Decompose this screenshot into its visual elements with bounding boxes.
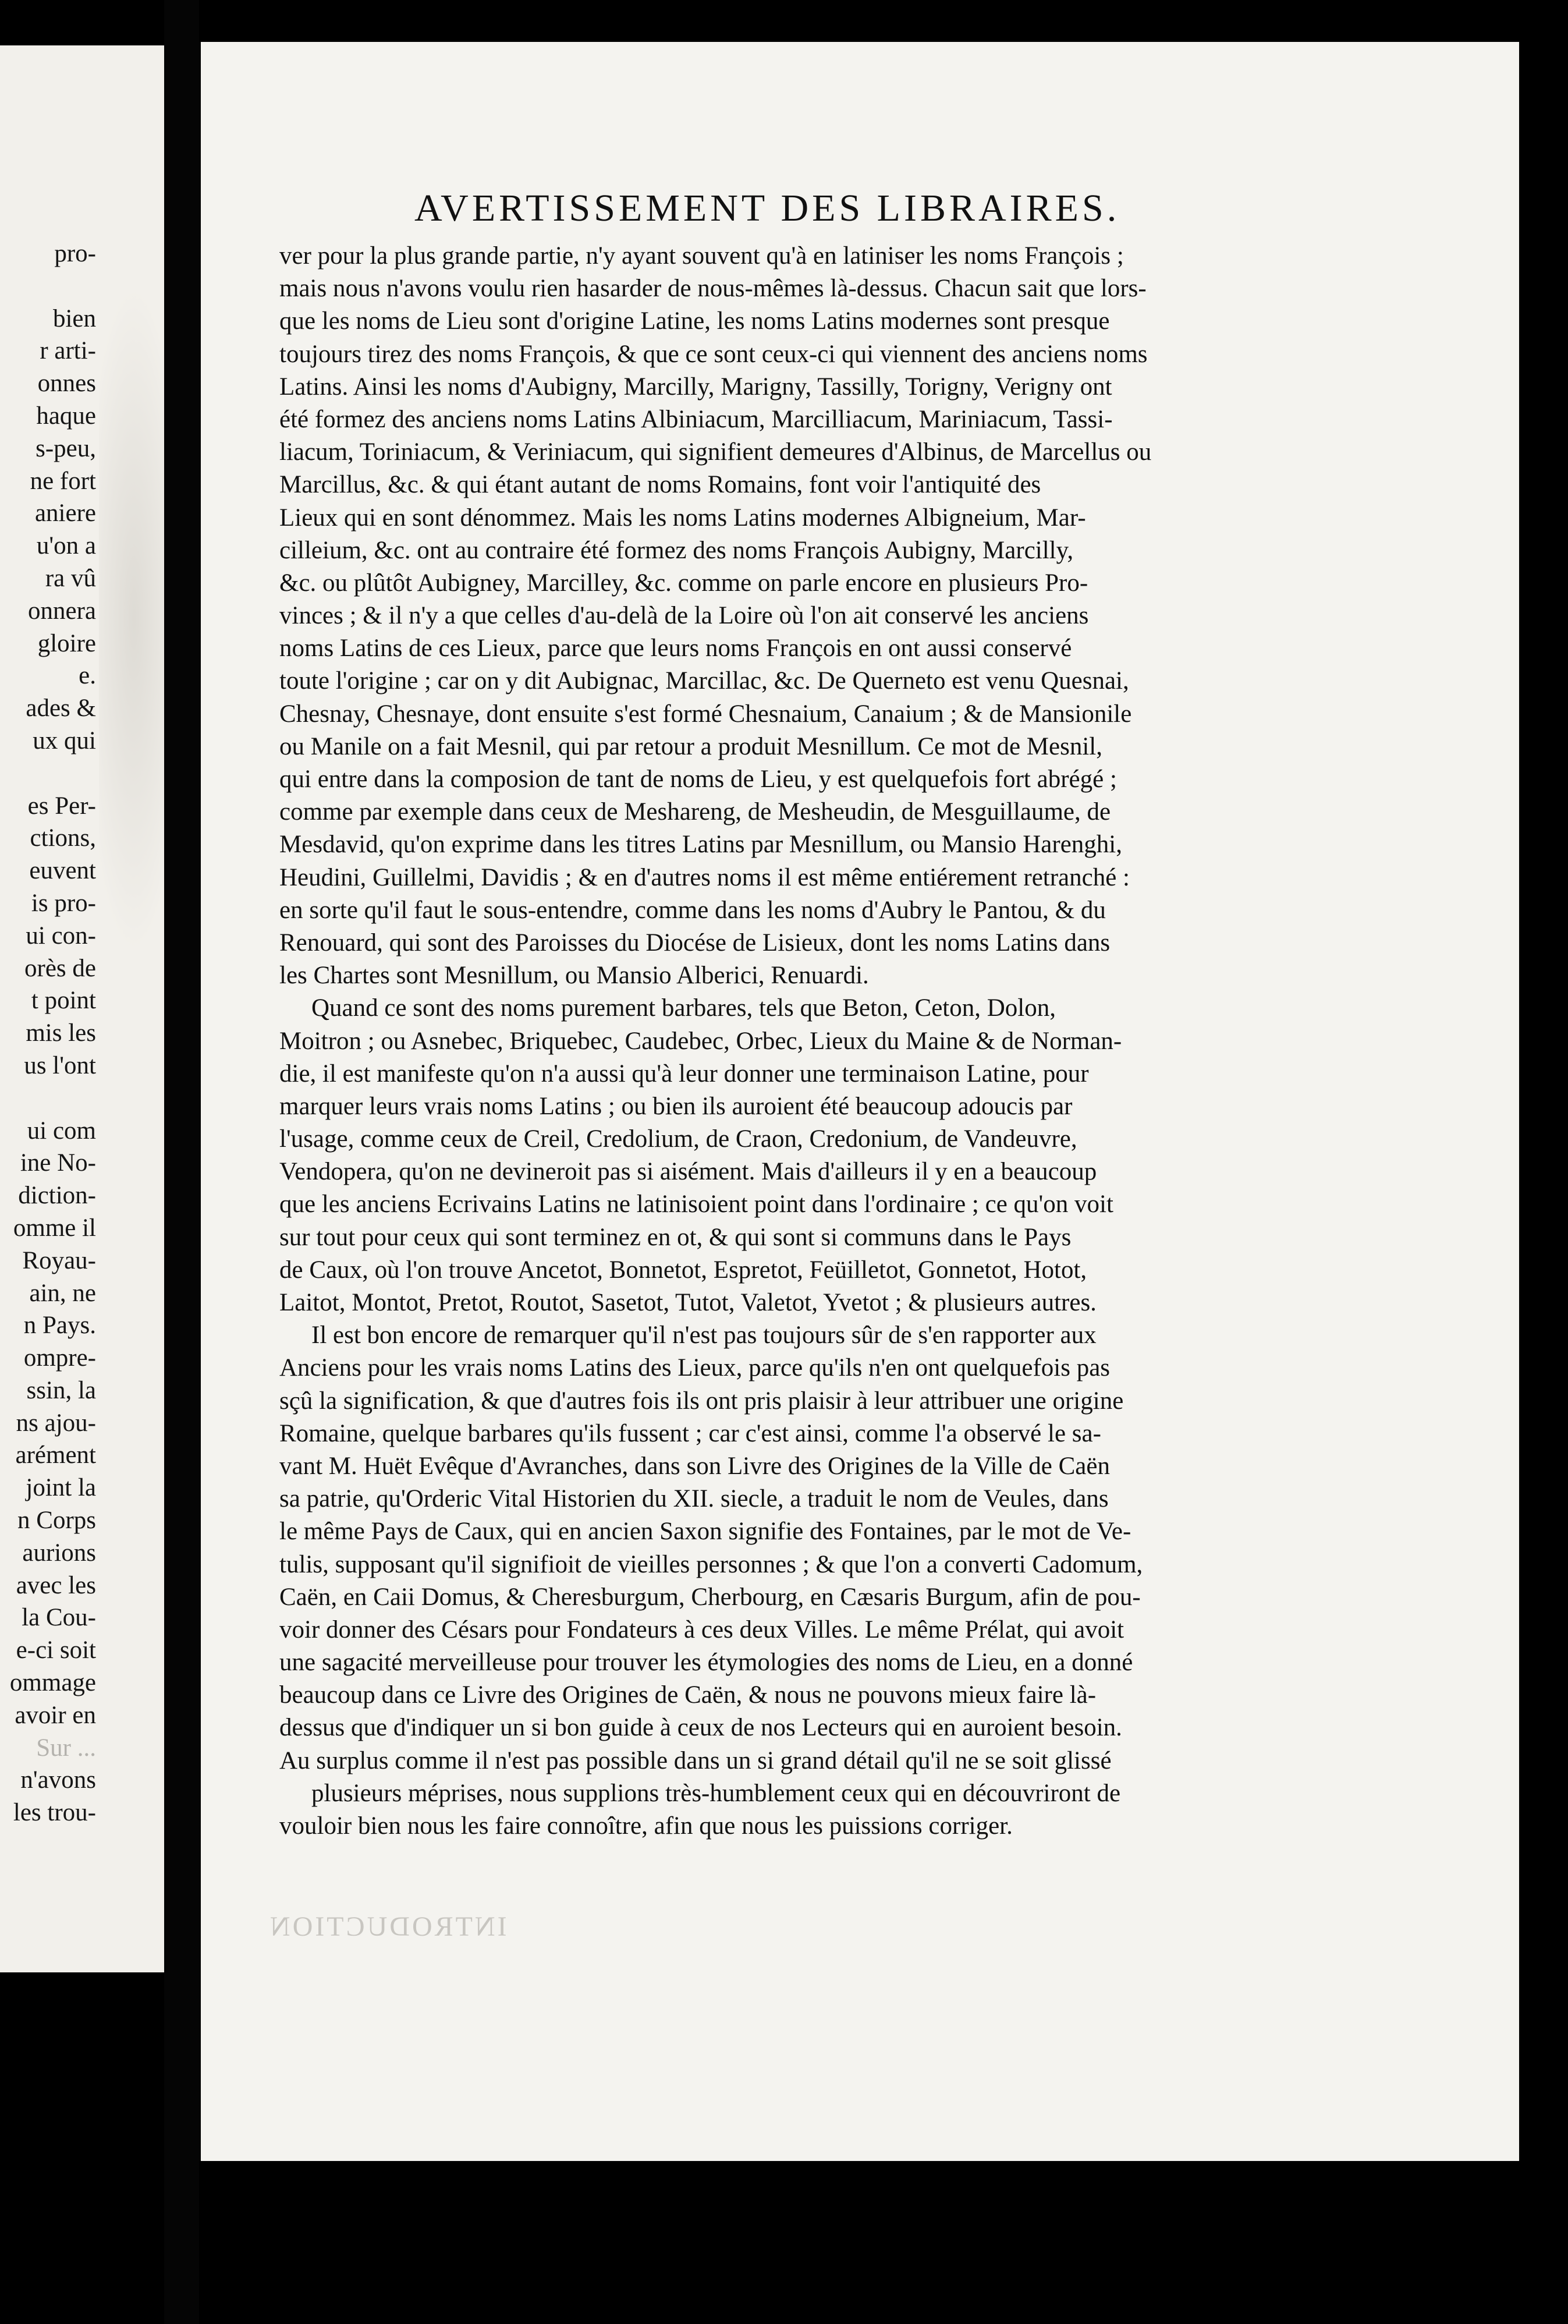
text-line: une sagacité merveilleuse pour trouver les étymologies des noms de Lieu, en a donné — [279, 1649, 1133, 1677]
left-fragment-line: ompre- — [23, 1344, 96, 1372]
left-fragment-line: ctions, — [30, 824, 96, 852]
text-line: vinces ; & il n'y a que celles d'au-delà de la Loire où l'on ait conservé les anciens — [279, 602, 1089, 630]
text-line: Quand ce sont des noms purement barbares, tels que Beton, Ceton, Dolon, — [311, 994, 1056, 1022]
text-line: vouloir bien nous les faire connoître, afin que nous les puissions corriger. — [279, 1812, 1013, 1840]
text-line: en sorte qu'il faut le sous-entendre, comme dans les noms d'Aubry le Pantou, & du — [279, 896, 1106, 924]
text-line: die, il est manifeste qu'on n'a aussi qu'à leur donner une terminaison Latine, pour — [279, 1060, 1089, 1087]
text-line: mais nous n'avons voulu rien hasarder de nous-mêmes là-dessus. Chacun sait que lors- — [279, 275, 1147, 303]
text-line: tulis, supposant qu'il signifioit de vieilles personnes ; & que l'on a converti Cadomum, — [279, 1550, 1143, 1578]
text-line: Lieux qui en sont dénommez. Mais les noms Latins modernes Albigneium, Mar- — [279, 504, 1086, 532]
left-fragment-line: haque — [36, 402, 96, 430]
left-fragment-line: ui con- — [26, 922, 96, 950]
text-line: Marcillus, &c. & qui étant autant de noms Romains, font voir l'antiquité des — [279, 471, 1041, 499]
left-fragment-line: avec les — [16, 1571, 96, 1599]
text-line: Latins. Ainsi les noms d'Aubigny, Marcilly, Marigny, Tassilly, Torigny, Verigny ont — [279, 373, 1112, 401]
text-line: sa patrie, qu'Orderic Vital Historien du XII. siecle, a traduit le nom de Veules, dans — [279, 1485, 1109, 1513]
left-fragment-line: ui com — [27, 1117, 96, 1145]
page-stain — [99, 284, 164, 954]
text-line: voir donner des Césars pour Fondateurs à ces deux Villes. Le même Prélat, qui avoit — [279, 1616, 1124, 1643]
left-fragment-line: ain, ne — [29, 1279, 96, 1307]
text-line: que les noms de Lieu sont d'origine Latine, les noms Latins modernes sont presque — [279, 307, 1110, 335]
text-line: &c. ou plûtôt Aubigney, Marcilley, &c. comme on parle encore en plusieurs Pro- — [279, 569, 1088, 597]
left-fragment-line: s-peu, — [36, 434, 96, 462]
left-fragment-line: Royau- — [22, 1246, 96, 1274]
text-line: Au surplus comme il n'est pas possible dans un si grand détail qu'il ne se soit glissé — [279, 1746, 1112, 1774]
text-line: été formez des anciens noms Latins Albiniacum, Marcilliacum, Mariniacum, Tassi- — [279, 405, 1113, 433]
text-line: sur tout pour ceux qui sont terminez en ot, & qui sont si communs dans le Pays — [279, 1223, 1072, 1251]
left-fragment-line: bien — [52, 304, 96, 332]
left-fragment-line: les trou- — [13, 1799, 96, 1827]
text-line: ou Manile on a fait Mesnil, qui par retour a produit Mesnillum. Ce mot de Mesnil, — [279, 732, 1102, 760]
text-line: cilleium, &c. ont au contraire été formez des noms François Aubigny, Marcilly, — [279, 536, 1074, 564]
text-line: Chesnay, Chesnaye, dont ensuite s'est formé Chesnaium, Canaium ; & de Mansionile — [279, 700, 1132, 728]
text-line: marquer leurs vrais noms Latins ; ou bien ils auroient été beaucoup adoucis par — [279, 1092, 1073, 1120]
left-fragment-line: n'avons — [20, 1766, 96, 1794]
left-fragment-line: onnes — [37, 370, 96, 398]
text-line: plusieurs méprises, nous supplions très-humblement ceux qui en découvriront de — [311, 1779, 1121, 1807]
left-fragment-line — [0, 1082, 96, 1115]
text-line: de Caux, où l'on trouve Ancetot, Bonnetot, Espretot, Feüilletot, Gonnetot, Hotot, — [279, 1256, 1087, 1284]
left-fragment-line: arément — [15, 1441, 96, 1469]
left-fragment-line — [0, 757, 96, 790]
left-fragment-line: ux qui — [33, 727, 96, 754]
left-fragment-line: joint la — [26, 1474, 96, 1502]
text-line: Anciens pour les vrais noms Latins des Lieux, parce qu'ils n'en ont quelquefois pas — [279, 1354, 1111, 1382]
text-line: toute l'origine ; car on y dit Aubignac, Marcillac, &c. De Querneto est venu Quesnai, — [279, 667, 1129, 695]
text-line: Il est bon encore de remarquer qu'il n'est pas toujours sûr de s'en rapporter aux — [311, 1322, 1097, 1349]
left-fragment-line: orès de — [24, 954, 96, 982]
left-fragment-line: pro- — [54, 240, 96, 267]
left-fragment-line: aniere — [34, 499, 96, 527]
left-fragment-line: la Cou- — [22, 1604, 96, 1632]
text-line: dessus que d'indiquer un si bon guide à ceux de nos Lecteurs qui en auroient besoin. — [279, 1714, 1122, 1742]
left-fragment-line: gloire — [37, 629, 96, 657]
text-line: Romaine, quelque barbares qu'ils fussent ; car c'est ainsi, comme l'a observé le sa- — [279, 1419, 1101, 1447]
left-fragment-line: u'on a — [36, 532, 96, 560]
left-fragment-line: n Pays. — [23, 1312, 96, 1340]
text-line: le même Pays de Caux, qui en ancien Saxon signifie des Fontaines, par le mot de Ve- — [279, 1518, 1131, 1546]
left-fragment-line: euvent — [29, 857, 96, 885]
left-fragment-line: onnera — [28, 597, 96, 625]
text-line: Renouard, qui sont des Paroisses du Diocése de Lisieux, dont les noms Latins dans — [279, 929, 1111, 956]
left-fragment-line: ra vû — [45, 564, 96, 592]
bleed-through-text: INTRODUCTION — [268, 1911, 507, 1942]
left-fragment-line: diction- — [18, 1182, 96, 1210]
text-line: Mesdavid, qu'on exprime dans les titres Latins par Mesnillum, ou Mansio Harenghi, — [279, 831, 1122, 859]
left-fragment-line: mis les — [26, 1019, 96, 1047]
text-line: comme par exemple dans ceux de Meshareng, de Mesheudin, de Mesguillaume, de — [279, 798, 1111, 826]
text-line: Vendopera, qu'on ne devineroit pas si aisément. Mais d'ailleurs il y en a beaucoup — [279, 1158, 1097, 1186]
left-fragment-line: ns ajou- — [16, 1409, 96, 1437]
left-fragment-line: ine No- — [20, 1149, 96, 1177]
left-page — [0, 45, 164, 1972]
page-header: AVERTISSEMENT DES LIBRAIRES. — [414, 187, 1120, 229]
text-line: que les anciens Ecrivains Latins ne latinisoient point dans l'ordinaire ; ce qu'on voit — [279, 1191, 1113, 1218]
text-line: ver pour la plus grande partie, n'y ayant souvent qu'à en latiniser les noms François ; — [279, 242, 1124, 270]
book-gutter — [164, 0, 199, 2324]
body-text — [279, 240, 1263, 1843]
left-fragment-line: omme il — [13, 1214, 96, 1242]
left-fragment-line: us l'ont — [24, 1051, 96, 1079]
left-fragment-line: e. — [79, 662, 96, 690]
left-fragment-line: r arti- — [40, 337, 96, 365]
text-line: Caën, en Caii Domus, & Cheresburgum, Cherbourg, en Cæsaris Burgum, afin de pou- — [279, 1583, 1141, 1611]
left-fragment-line: aurions — [22, 1539, 96, 1567]
left-page-text — [0, 238, 96, 1829]
left-fragment-line: ssin, la — [26, 1376, 96, 1404]
left-fragment-line: Sur ... — [36, 1734, 96, 1762]
left-fragment-line: ommage — [9, 1669, 96, 1697]
left-fragment-line: avoir en — [15, 1701, 96, 1729]
text-line: l'usage, comme ceux de Creil, Credolium, de Craon, Credonium, de Vandeuvre, — [279, 1125, 1077, 1153]
text-line: Moitron ; ou Asnebec, Briquebec, Caudebec, Orbec, Lieux du Maine & de Norman- — [279, 1027, 1122, 1055]
text-line: Laitot, Montot, Pretot, Routot, Sasetot, Tutot, Valetot, Yvetot ; & plusieurs autres. — [279, 1289, 1097, 1316]
text-line: vant M. Huët Evêque d'Avranches, dans son Livre des Origines de la Ville de Caën — [279, 1452, 1110, 1480]
left-fragment-line: e-ci soit — [16, 1636, 96, 1664]
text-line: noms Latins de ces Lieux, parce que leurs noms François en ont aussi conservé — [279, 635, 1072, 663]
text-line: sçû la signification, & que d'autres fois ils ont pris plaisir à leur attribuer une origine — [279, 1387, 1124, 1415]
text-line: les Chartes sont Mesnillum, ou Mansio Alberici, Renuardi. — [279, 962, 869, 990]
left-fragment-line: es Per- — [27, 792, 96, 820]
left-fragment-line: is pro- — [31, 889, 96, 917]
left-fragment-line: ne fort — [30, 467, 96, 495]
text-line: toujours tirez des noms François, & que ce sont ceux-ci qui viennent des anciens noms — [279, 340, 1148, 368]
text-line: beaucoup dans ce Livre des Origines de Caën, & nous ne pouvons mieux faire là- — [279, 1681, 1097, 1709]
left-fragment-line: n Corps — [17, 1507, 96, 1535]
text-line: liacum, Toriniacum, & Veriniacum, qui signifient demeures d'Albinus, de Marcellus ou — [279, 438, 1152, 466]
left-fragment-line — [0, 270, 96, 303]
text-line: Heudini, Guillelmi, Davidis ; & en d'autres noms il est même entiérement retranché : — [279, 863, 1130, 891]
left-fragment-line: ades & — [26, 695, 96, 722]
left-fragment-line: t point — [31, 987, 96, 1015]
text-line: qui entre dans la composion de tant de noms de Lieu, y est quelquefois fort abrégé ; — [279, 766, 1117, 793]
